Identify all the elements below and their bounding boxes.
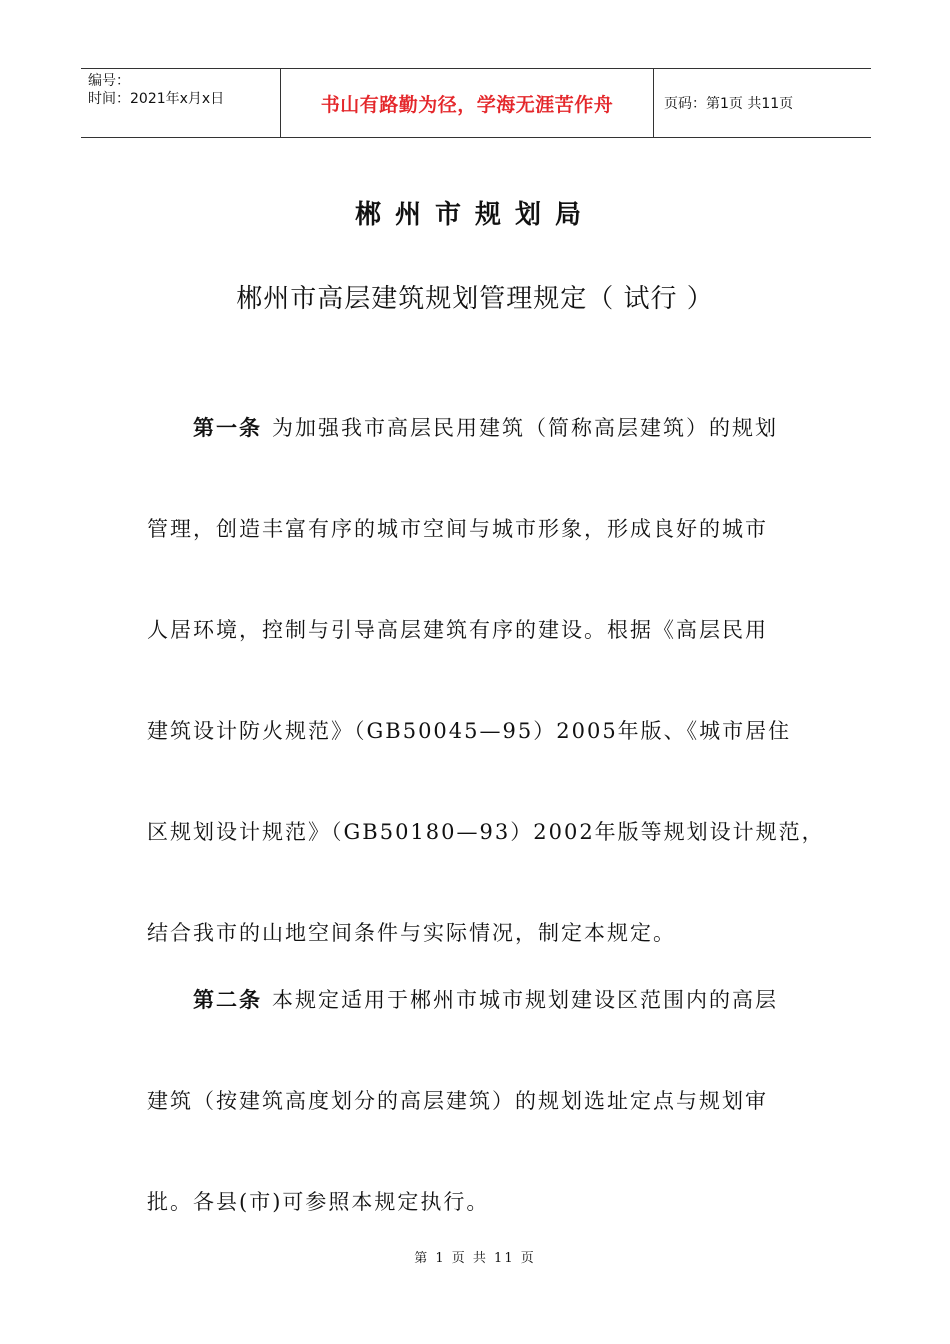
article-number: 第一条 [193, 416, 262, 440]
organization-name: 郴州市规划局 [354, 200, 595, 230]
page-info: 页码：第1页 共11页 [664, 96, 794, 112]
header-meta-cell [81, 69, 281, 137]
article-line: 建筑（按建筑高度划分的高层建筑）的规划选址定点与规划审 [147, 1089, 768, 1113]
header-page-cell [654, 69, 871, 137]
article-number: 第二条 [193, 988, 262, 1012]
article-line: 结合我市的山地空间条件与实际情况，制定本规定。 [147, 921, 676, 945]
article-line: 第二条 本规定适用于郴州市城市规划建设区范围内的高层 [193, 988, 778, 1012]
header-table [81, 68, 871, 138]
article-2 [147, 986, 807, 1289]
document-title: 郴州市高层建筑规划管理规定（ 试行 ） [236, 284, 714, 314]
article-line: 建筑设计防火规范》（GB50045—95）2005年版、《城市居住 [147, 719, 792, 743]
number-label: 编号： [88, 73, 130, 89]
article-line: 管理，创造丰富有序的城市空间与城市形象，形成良好的城市 [147, 517, 768, 541]
page-footer: 第 1 页 共 11 页 [414, 1251, 536, 1266]
article-line: 区规划设计规范》（GB50180—93）2002年版等规划设计规范， [147, 820, 825, 844]
article-line: 批。各县(市)可参照本规定执行。 [147, 1190, 490, 1214]
header-motto-cell [281, 69, 654, 137]
article-line: 人居环境，控制与引导高层建筑有序的建设。根据《高层民用 [147, 618, 768, 642]
article-1 [147, 414, 825, 1020]
article-line: 第一条 为加强我市高层民用建筑（简称高层建筑）的规划 [193, 416, 778, 440]
motto-text: 书山有路勤为径，学海无涯苦作舟 [320, 93, 614, 116]
time-label: 时间：2021年x月x日 [88, 91, 225, 107]
